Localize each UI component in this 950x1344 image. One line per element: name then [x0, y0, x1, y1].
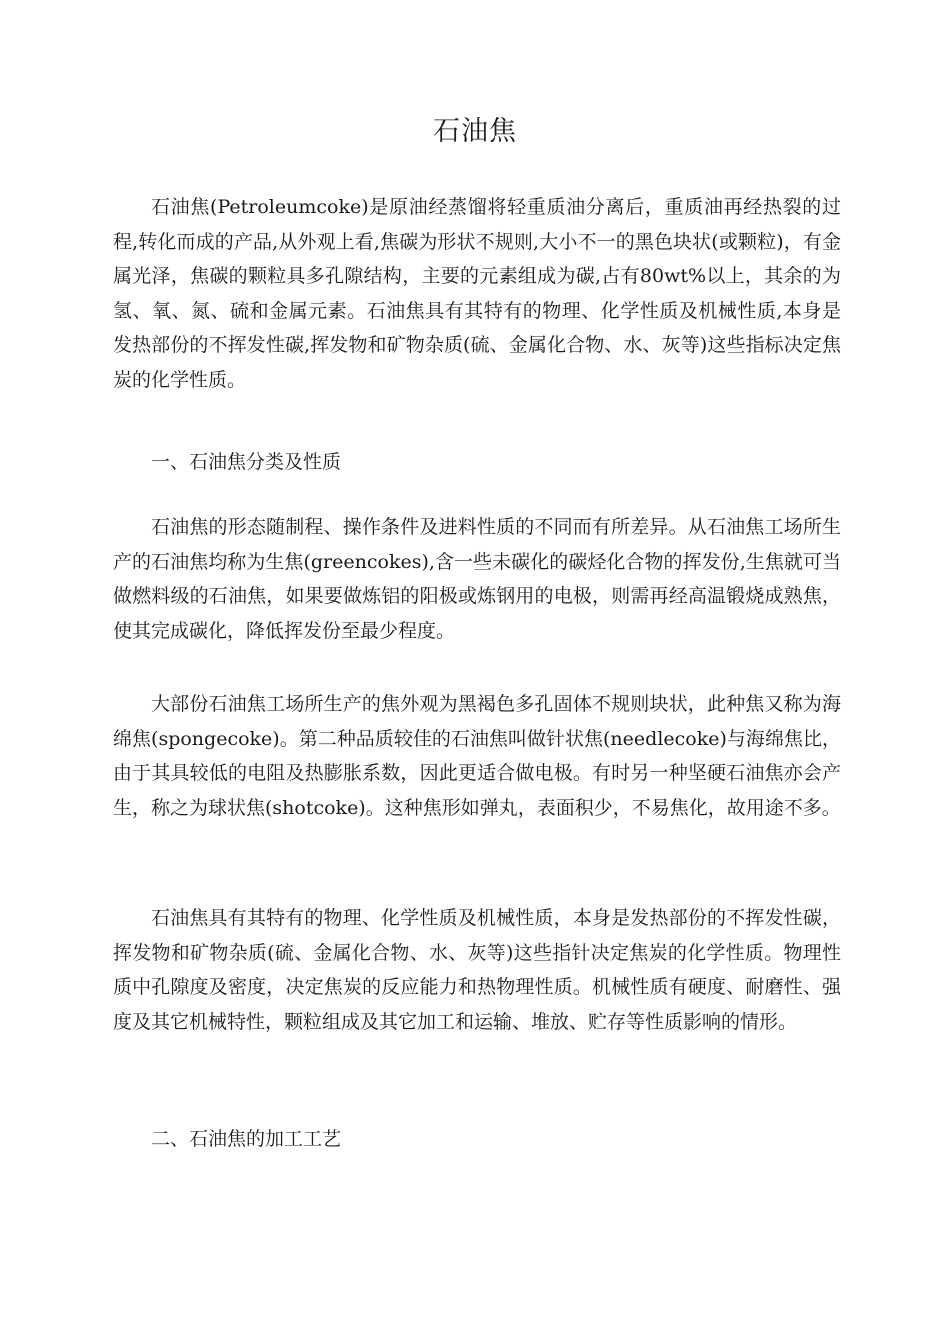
paragraph-properties: 石油焦具有其特有的物理、化学性质及机械性质，本身是发热部份的不挥发性碳，挥发物和矿物杂质(硫、金属化合物、水、灰等)这些指针决定焦炭的化学性质。物理性质中孔隙度及密度，决定焦炭的反应能力和热物理性质。机械性质有硬度、耐磨性、强度及其它机械特性，颗粒组成及其它加工和运输、堆放、贮存等性质影响的情形。	[113, 907, 841, 1033]
paragraph-forms: 石油焦的形态随制程、操作条件及进料性质的不同而有所差异。从石油焦工场所生产的石油焦均称为生焦(greencokes),含一些未碳化的碳烃化合物的挥发份,生焦就可当做燃料级的石油焦，如果要做炼铝的阳极或炼钢用的电极，则需再经高温锻烧成熟焦，使其完成碳化，降低挥发份至最少程度。	[113, 516, 841, 642]
section-heading-2: 二、石油焦的加工工艺	[151, 1128, 342, 1150]
document-title: 石油焦	[433, 116, 517, 147]
section-heading-1: 一、石油焦分类及性质	[151, 451, 342, 473]
paragraph-types: 大部份石油焦工场所生产的焦外观为黑褐色多孔固体不规则块状，此种焦又称为海绵焦(spongecoke)。第二种品质较佳的石油焦叫做针状焦(needlecoke)与海绵焦比，由于其具较低的电阻及热膨胀系数，因此更适合做电极。有时另一种坚硬石油焦亦会产生，称之为球状焦(shotcoke)。这种焦形如弹丸，表面积少，不易焦化，故用途不多。	[113, 693, 841, 819]
paragraph-intro: 石油焦(Petroleumcoke)是原油经蒸馏将轻重质油分离后，重质油再经热裂的过程,转化而成的产品,从外观上看,焦碳为形状不规则,大小不一的黑色块状(或颗粒)，有金属光泽，焦碳的颗粒具多孔隙结构，主要的元素组成为碳,占有80wt%以上，其余的为氢、氧、氮、硫和金属元素。石油焦具有其特有的物理、化学性质及机械性质,本身是发热部份的不挥发性碳,挥发物和矿物杂质(硫、金属化合物、水、灰等)这些指标决定焦炭的化学性质。	[113, 196, 841, 391]
